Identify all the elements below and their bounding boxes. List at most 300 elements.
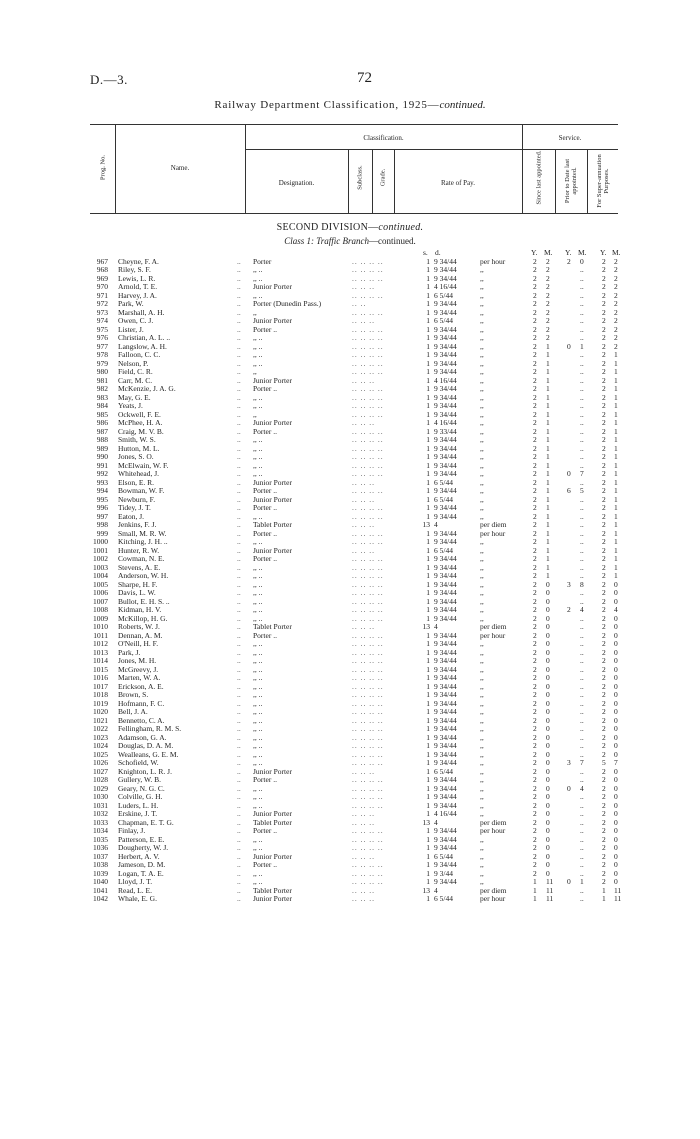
prior-months: .. <box>580 809 584 818</box>
leader-dots: .. .. .. .. <box>352 860 384 869</box>
superannuation-months: 0 <box>614 579 618 589</box>
superannuation-years: 2 <box>602 851 606 861</box>
designation: ,, .. <box>253 758 263 767</box>
employee-name: Gullery, W. B. <box>118 775 162 784</box>
employee-name: Bell, J. A. <box>118 707 148 716</box>
leader-dots: .. <box>237 656 241 665</box>
rate-shillings: 1 <box>426 435 430 444</box>
since-last-years: 2 <box>533 843 537 852</box>
leader-dots: .. .. .. .. <box>352 656 384 665</box>
prog-number: 1025 <box>93 749 108 759</box>
since-last-years: 2 <box>533 265 537 274</box>
rate-shillings: 1 <box>426 741 430 750</box>
prog-number: 1023 <box>93 732 108 742</box>
rate-shillings: 1 <box>426 800 430 810</box>
leader-dots: .. .. .. .. <box>352 843 384 852</box>
rate-period: ,, <box>480 537 484 546</box>
leader-dots: .. .. .. .. <box>352 758 384 767</box>
rate-pence: 9 34/44 <box>434 664 457 674</box>
employee-name: Chapman, E. T. G. <box>118 817 174 827</box>
rate-pence: 9 34/44 <box>434 834 457 844</box>
document-code: D.—3. <box>90 72 128 87</box>
superannuation-months: 0 <box>614 622 618 631</box>
leader-dots: .. .. .. .. <box>352 486 384 495</box>
prog-number: 1040 <box>93 877 108 886</box>
superannuation-months: 0 <box>614 690 618 699</box>
superannuation-years: 2 <box>602 282 606 291</box>
leader-dots: .. .. .. .. <box>352 613 384 623</box>
prior-months: .. <box>580 571 584 580</box>
since-last-months: 1 <box>546 375 550 385</box>
employee-name: Marten, W. A. <box>118 673 161 682</box>
leader-dots: .. .. .. .. <box>352 392 384 402</box>
designation: ,, .. <box>253 511 263 521</box>
superannuation-months: 1 <box>614 460 618 470</box>
rate-period: ,, <box>480 851 484 861</box>
prior-months: .. <box>580 426 584 436</box>
rate-pence: 9 34/44 <box>434 741 457 750</box>
prior-months: .. <box>580 647 584 657</box>
since-last-months: 2 <box>546 324 550 334</box>
rate-period: ,, <box>480 792 484 801</box>
grade-header: Grade. <box>379 168 387 187</box>
since-last-months: 0 <box>546 758 550 767</box>
rate-period: ,, <box>480 596 484 606</box>
rate-period: per diem <box>480 817 507 827</box>
employee-name: Field, C. R. <box>118 367 153 376</box>
superannuation-months: 2 <box>614 265 618 274</box>
prior-months: .. <box>580 316 584 325</box>
rate-period: ,, <box>480 664 484 674</box>
prior-months: .. <box>580 843 584 852</box>
since-last-years: 2 <box>533 860 537 869</box>
prior-months: .. <box>580 528 584 538</box>
rate-shillings: 1 <box>426 792 430 801</box>
since-last-months: 1 <box>546 418 550 427</box>
since-last-months: 1 <box>546 545 550 555</box>
superannuation-years: 2 <box>602 511 606 521</box>
rate-period: per hour <box>480 894 506 903</box>
prior-years: 0 <box>567 341 571 351</box>
superannuation-years: 2 <box>602 443 606 453</box>
superannuation-months: 4 <box>614 605 618 614</box>
prog-number: 1016 <box>93 673 108 682</box>
prog-number: 1028 <box>93 775 108 784</box>
rate-pence: 9 34/44 <box>434 265 457 274</box>
unit-m1: M. <box>544 248 553 257</box>
rate-period: ,, <box>480 469 484 478</box>
rate-pence: 9 34/44 <box>434 579 457 589</box>
employee-name: Patterson, E. E. <box>118 834 165 844</box>
employee-name: Christian, A. L. .. <box>118 333 171 342</box>
since-last-years: 2 <box>533 826 537 835</box>
designation: ,, .. <box>253 341 263 351</box>
rate-shillings: 13 <box>422 520 430 529</box>
superannuation-years: 2 <box>602 800 606 810</box>
leader-dots: .. .. .. .. <box>352 554 384 563</box>
rate-shillings: 13 <box>422 885 430 895</box>
rate-period: ,, <box>480 724 484 733</box>
since-last-months: 0 <box>546 664 550 674</box>
since-last-years: 2 <box>533 452 537 461</box>
division-continued: continued. <box>378 222 424 233</box>
since-last-years: 2 <box>533 299 537 308</box>
superannuation-months: 0 <box>614 673 618 682</box>
leader-dots: .. <box>237 528 241 538</box>
rate-shillings: 1 <box>426 375 430 385</box>
since-last-months: 0 <box>546 630 550 640</box>
prog-number: 969 <box>96 273 108 283</box>
leader-dots: .. <box>237 877 241 886</box>
since-last-years: 2 <box>533 392 537 402</box>
superannuation-years: 2 <box>602 477 606 487</box>
rate-shillings: 1 <box>426 707 430 716</box>
prior-months: .. <box>580 358 584 368</box>
rate-period: ,, <box>480 681 484 691</box>
prog-number: 1010 <box>93 622 108 631</box>
superannuation-years: 2 <box>602 409 606 419</box>
rate-period: ,, <box>480 605 484 614</box>
leader-dots: .. .. .. .. <box>352 426 384 436</box>
rate-period: ,, <box>480 749 484 759</box>
rate-period: ,, <box>480 460 484 470</box>
since-last-months: 0 <box>546 792 550 801</box>
employee-name: Small, M. R. W. <box>118 528 167 538</box>
superannuation-years: 2 <box>602 290 606 300</box>
designation: Tablet Porter <box>253 885 292 895</box>
superannuation-years: 2 <box>602 375 606 385</box>
rate-period: ,, <box>480 690 484 699</box>
superannuation-years: 2 <box>602 392 606 402</box>
since-last-years: 2 <box>533 596 537 606</box>
leader-dots: .. <box>237 792 241 801</box>
superannuation-months: 1 <box>614 452 618 461</box>
superannuation-months: 0 <box>614 647 618 657</box>
superannuation-months: 0 <box>614 860 618 869</box>
superannuation-years: 2 <box>602 324 606 334</box>
rate-pence: 9 34/44 <box>434 307 457 317</box>
leader-dots: .. <box>237 860 241 869</box>
since-last-years: 2 <box>533 758 537 767</box>
rate-period: ,, <box>480 562 484 572</box>
leader-dots: .. .. .. .. <box>352 596 384 606</box>
designation: ,, .. <box>253 732 263 742</box>
leader-dots: .. <box>237 775 241 784</box>
prog-number: 982 <box>96 384 108 393</box>
rate-period: ,, <box>480 554 484 563</box>
superannuation-months: 1 <box>614 367 618 376</box>
superannuation-months: 7 <box>614 758 618 767</box>
prior-months: .. <box>580 741 584 750</box>
rate-shillings: 1 <box>426 749 430 759</box>
rate-period: ,, <box>480 860 484 869</box>
superannuation-years: 2 <box>602 639 606 648</box>
employee-name: Erskine, J. T. <box>118 809 158 818</box>
staff-table <box>0 258 700 904</box>
leader-dots: .. .. .. .. <box>352 834 384 844</box>
designation: ,, .. <box>253 664 263 674</box>
rate-shillings: 1 <box>426 809 430 818</box>
since-last-years: 2 <box>533 324 537 334</box>
since-last-months: 0 <box>546 732 550 742</box>
since-last-years: 2 <box>533 775 537 784</box>
leader-dots: .. <box>237 715 241 725</box>
since-last-years: 2 <box>533 783 537 793</box>
leader-dots: .. <box>237 265 241 274</box>
since-last-years: 2 <box>533 868 537 878</box>
prog-number: 1006 <box>93 588 108 597</box>
rate-period: ,, <box>480 783 484 793</box>
rate-shillings: 1 <box>426 843 430 852</box>
prior-months: .. <box>580 350 584 359</box>
since-last-months: 2 <box>546 299 550 308</box>
rate-shillings: 1 <box>426 690 430 699</box>
since-last-years: 2 <box>533 307 537 317</box>
superannuation-months: 1 <box>614 477 618 487</box>
prog-number: 994 <box>96 486 108 495</box>
since-last-years: 2 <box>533 664 537 674</box>
prior-months: .. <box>580 494 584 504</box>
rate-pence: 6 5/44 <box>434 477 453 487</box>
designation: Tablet Porter <box>253 622 292 631</box>
since-last-years: 2 <box>533 741 537 750</box>
superannuation-years: 2 <box>602 528 606 538</box>
prog-number: 1041 <box>93 885 108 895</box>
employee-name: Cowman, N. E. <box>118 554 165 563</box>
leader-dots: .. <box>237 630 241 640</box>
since-last-years: 2 <box>533 732 537 742</box>
superannuation-years: 2 <box>602 766 606 776</box>
rate-shillings: 1 <box>426 877 430 886</box>
prior-months: .. <box>580 724 584 733</box>
rate-period: ,, <box>480 766 484 776</box>
rate-pence: 9 34/44 <box>434 256 457 266</box>
class-heading <box>0 236 700 246</box>
rate-pence: 6 5/44 <box>434 545 453 555</box>
since-last-years: 2 <box>533 690 537 699</box>
superannuation-years: 2 <box>602 435 606 444</box>
leader-dots: .. .. .. .. <box>352 265 384 274</box>
prog-number: 1020 <box>93 707 108 716</box>
prog-number: 1024 <box>93 741 108 750</box>
since-last-years: 2 <box>533 418 537 427</box>
leader-dots: .. <box>237 435 241 444</box>
superannuation-years: 2 <box>602 741 606 750</box>
leader-dots: .. <box>237 851 241 861</box>
superannuation-years: 2 <box>602 418 606 427</box>
rate-shillings: 1 <box>426 358 430 368</box>
table-row <box>0 895 700 904</box>
rate-pence: 9 34/44 <box>434 724 457 733</box>
prior-years: 0 <box>567 783 571 793</box>
superannuation-years: 2 <box>602 630 606 640</box>
leader-dots: .. <box>237 758 241 767</box>
employee-name: Elson, E. R. <box>118 477 155 487</box>
prog-number: 1033 <box>93 817 108 827</box>
rate-period: ,, <box>480 392 484 402</box>
prior-months: 7 <box>580 469 584 478</box>
since-last-months: 0 <box>546 596 550 606</box>
prog-number: 1030 <box>93 792 108 801</box>
superannuation-months: 2 <box>614 341 618 351</box>
rate-shillings: 1 <box>426 571 430 580</box>
rate-pence: 9 34/44 <box>434 401 457 410</box>
prog-number: 981 <box>96 375 108 385</box>
superannuation-years: 1 <box>602 894 606 903</box>
prior-months: .. <box>580 452 584 461</box>
rate-shillings: 1 <box>426 673 430 682</box>
since-last-months: 1 <box>546 520 550 529</box>
unit-m2: M. <box>578 248 587 257</box>
superannuation-months: 2 <box>614 324 618 334</box>
rate-pence: 9 34/44 <box>434 596 457 606</box>
rate-pence: 9 34/44 <box>434 392 457 402</box>
rate-pence: 9 34/44 <box>434 639 457 648</box>
superannuation-months: 2 <box>614 316 618 325</box>
leader-dots: .. .. .. .. <box>352 783 384 793</box>
rate-shillings: 1 <box>426 452 430 461</box>
employee-name: Newburn, F. <box>118 494 156 504</box>
since-last-years: 2 <box>533 443 537 453</box>
rate-header: Rate of Pay. <box>441 179 475 187</box>
division-text: SECOND DIVISION— <box>276 222 379 233</box>
rate-period: ,, <box>480 511 484 521</box>
rate-pence: 9 34/44 <box>434 324 457 334</box>
since-last-months: 2 <box>546 333 550 342</box>
leader-dots: .. .. .. .. <box>352 367 384 376</box>
rate-pence: 6 5/44 <box>434 894 453 903</box>
superannuation-years: 2 <box>602 588 606 597</box>
since-last-years: 2 <box>533 426 537 436</box>
superannuation-months: 1 <box>614 435 618 444</box>
rate-period: ,, <box>480 588 484 597</box>
page-title <box>0 99 700 111</box>
rate-shillings: 1 <box>426 826 430 835</box>
superannuation-years: 2 <box>602 341 606 351</box>
superannuation-years: 2 <box>602 673 606 682</box>
designation: ,, .. <box>253 783 263 793</box>
since-last-months: 0 <box>546 783 550 793</box>
leader-dots: .. <box>237 673 241 682</box>
leader-dots: .. .. .. .. <box>352 333 384 342</box>
rate-shillings: 1 <box>426 775 430 784</box>
superannuation-months: 0 <box>614 800 618 810</box>
superannuation-months: 0 <box>614 715 618 725</box>
superannuation-years: 2 <box>602 299 606 308</box>
superannuation-months: 0 <box>614 851 618 861</box>
leader-dots: .. .. .. .. <box>352 707 384 716</box>
superannuation-years: 2 <box>602 367 606 376</box>
employee-name: Logan, T. A. E. <box>118 868 164 878</box>
superannuation-months: 0 <box>614 766 618 776</box>
designation: ,, .. <box>253 596 263 606</box>
prior-months: .. <box>580 562 584 572</box>
rate-shillings: 1 <box>426 307 430 317</box>
rate-pence: 9 34/44 <box>434 656 457 665</box>
superannuation-years: 5 <box>602 758 606 767</box>
superannuation-months: 11 <box>614 894 622 903</box>
employee-name: Erickson, A. E. <box>118 681 164 691</box>
since-last-years: 2 <box>533 367 537 376</box>
rate-period: per diem <box>480 885 507 895</box>
leader-dots: .. <box>237 639 241 648</box>
since-last-months: 0 <box>546 851 550 861</box>
leader-dots: .. <box>237 418 241 427</box>
rate-shillings: 1 <box>426 341 430 351</box>
rate-pence: 9 34/44 <box>434 758 457 767</box>
leader-dots: .. <box>237 307 241 317</box>
since-last-years: 2 <box>533 630 537 640</box>
prog-number: 1034 <box>93 826 108 835</box>
employee-name: Stevens, A. E. <box>118 562 161 572</box>
rate-pence: 9 34/44 <box>434 435 457 444</box>
since-last-months: 1 <box>546 367 550 376</box>
designation: Porter .. <box>253 775 277 784</box>
leader-dots: .. <box>237 647 241 657</box>
prog-number: 999 <box>96 528 108 538</box>
prior-months: .. <box>580 460 584 470</box>
employee-name: Luders, L. H. <box>118 800 159 810</box>
rate-shillings: 1 <box>426 613 430 623</box>
prior-months: .. <box>580 588 584 597</box>
since-last-months: 0 <box>546 741 550 750</box>
rate-shillings: 1 <box>426 316 430 325</box>
superannuation-years: 2 <box>602 520 606 529</box>
prior-years: 3 <box>567 758 571 767</box>
rate-period: per diem <box>480 622 507 631</box>
rate-shillings: 1 <box>426 588 430 597</box>
rate-period: ,, <box>480 741 484 750</box>
prog-number: 995 <box>96 494 108 504</box>
leader-dots: .. <box>237 843 241 852</box>
designation: Porter .. <box>253 384 277 393</box>
leader-dots: .. <box>237 579 241 589</box>
designation: Porter .. <box>253 324 277 334</box>
rate-pence: 9 34/44 <box>434 860 457 869</box>
since-last-months: 1 <box>546 460 550 470</box>
superannuation-years: 2 <box>602 783 606 793</box>
prog-number: 1004 <box>93 571 108 580</box>
employee-name: Dennan, A. M. <box>118 630 163 640</box>
title-continued: continued. <box>439 99 486 111</box>
since-last-years: 2 <box>533 290 537 300</box>
employee-name: Schofield, W. <box>118 758 159 767</box>
since-last-years: 2 <box>533 375 537 385</box>
rate-shillings: 1 <box>426 511 430 521</box>
rate-period: ,, <box>480 282 484 291</box>
since-last-months: 0 <box>546 681 550 691</box>
since-last-years: 2 <box>533 477 537 487</box>
prog-number: 986 <box>96 418 108 427</box>
since-last-months: 0 <box>546 673 550 682</box>
prior-months: .. <box>580 443 584 453</box>
prog-number: 1003 <box>93 562 108 572</box>
leader-dots: .. .. .. <box>352 545 375 555</box>
designation: Porter .. <box>253 826 277 835</box>
designation: Junior Porter <box>253 282 292 291</box>
prog-number: 1039 <box>93 868 108 878</box>
superannuation-years: 2 <box>602 707 606 716</box>
designation: Porter .. <box>253 486 277 495</box>
prior-months: .. <box>580 775 584 784</box>
employee-name: Kitching, J. H. .. <box>118 537 168 546</box>
since-last-months: 1 <box>546 392 550 402</box>
since-last-months: 0 <box>546 724 550 733</box>
rate-pence: 4 <box>434 520 438 529</box>
rate-pence: 9 34/44 <box>434 273 457 283</box>
prior-months: .. <box>580 435 584 444</box>
superannuation-years: 2 <box>602 469 606 478</box>
